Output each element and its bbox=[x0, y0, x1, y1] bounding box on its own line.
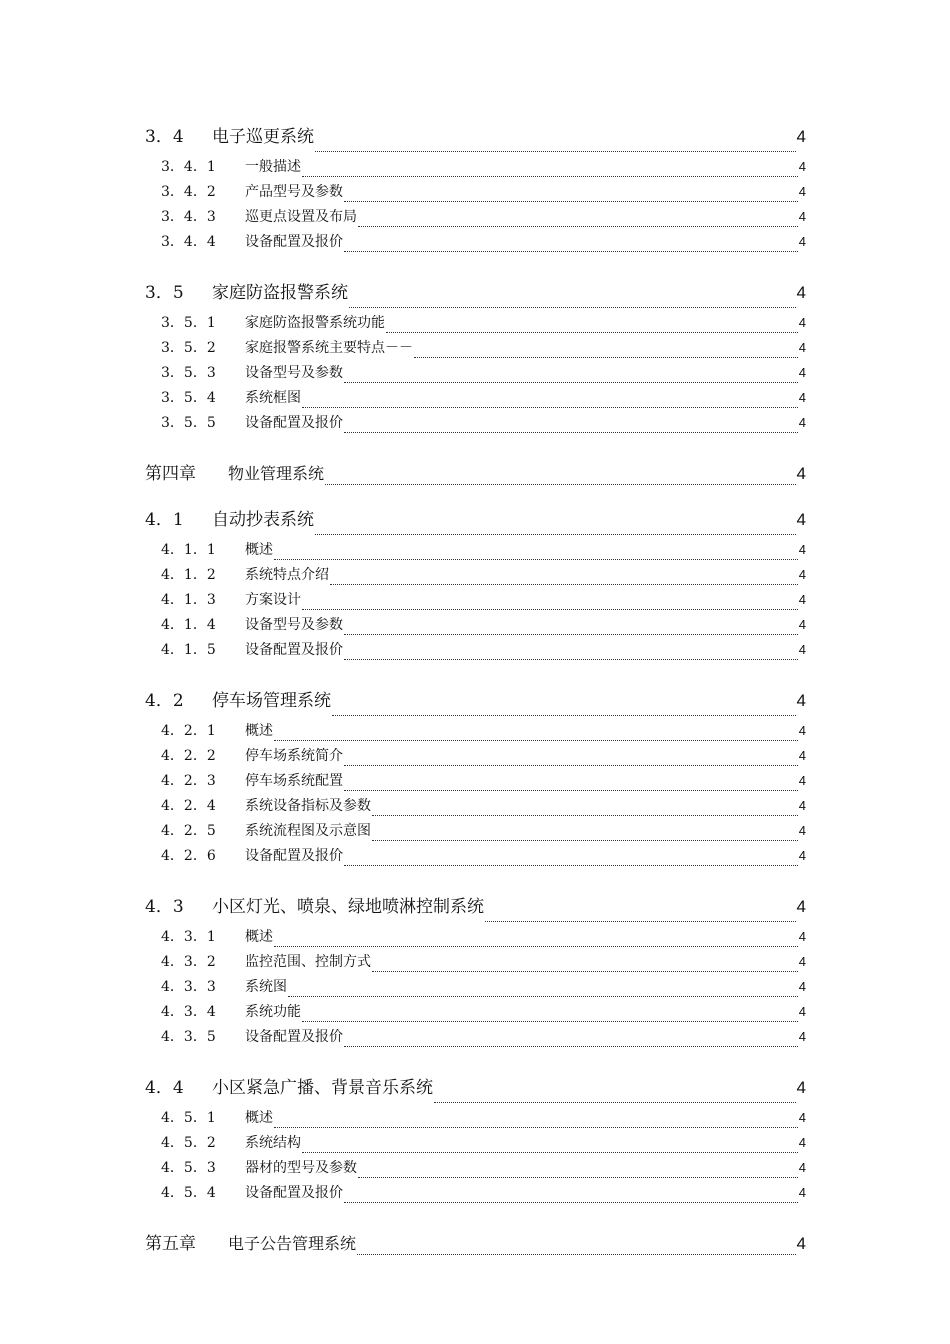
item-number: 4．2．4 bbox=[161, 798, 216, 814]
dot-leader bbox=[386, 331, 798, 333]
item-title: 设备配置及报价 bbox=[245, 642, 343, 658]
item-number: 4．2．2 bbox=[161, 748, 216, 764]
dot-leader bbox=[302, 1151, 798, 1153]
page-number: 4 bbox=[796, 691, 806, 710]
page-number: 4 bbox=[798, 592, 806, 607]
dot-leader bbox=[274, 945, 798, 947]
item-number: 3．4．4 bbox=[161, 234, 216, 250]
dot-leader bbox=[288, 995, 798, 997]
section-number: 4．4 bbox=[145, 1078, 184, 1098]
toc-item-4-3-4[interactable] bbox=[145, 1001, 806, 1026]
page-number: 4 bbox=[796, 1078, 806, 1097]
dot-leader bbox=[302, 406, 798, 408]
toc-item-4-2-6[interactable] bbox=[145, 845, 806, 870]
toc-item-4-5-1[interactable] bbox=[145, 1107, 806, 1132]
toc-section-4-3[interactable] bbox=[145, 890, 806, 926]
spacer bbox=[145, 1051, 806, 1071]
page-number: 4 bbox=[798, 929, 806, 944]
toc-item-4-5-3[interactable] bbox=[145, 1157, 806, 1182]
item-number: 3．5．1 bbox=[161, 315, 216, 331]
item-title: 设备配置及报价 bbox=[245, 415, 343, 431]
item-number: 4．3．1 bbox=[161, 929, 216, 945]
item-title: 器材的型号及参数 bbox=[245, 1160, 357, 1176]
page-number: 4 bbox=[798, 315, 806, 330]
toc-item-4-2-1[interactable] bbox=[145, 720, 806, 745]
item-title: 系统设备指标及参数 bbox=[245, 798, 371, 814]
dot-leader bbox=[315, 533, 796, 535]
toc-section-4-2[interactable] bbox=[145, 684, 806, 720]
dot-leader bbox=[325, 483, 796, 485]
spacer bbox=[145, 1207, 806, 1229]
item-number: 4．2．1 bbox=[161, 723, 216, 739]
dot-leader bbox=[357, 1253, 796, 1255]
section-title: 停车场管理系统 bbox=[212, 691, 331, 711]
item-number: 4．3．5 bbox=[161, 1029, 216, 1045]
toc-item-4-3-5[interactable] bbox=[145, 1026, 806, 1051]
toc-item-3-4-1[interactable] bbox=[145, 156, 806, 181]
toc-item-4-3-3[interactable] bbox=[145, 976, 806, 1001]
toc-section-4-1[interactable] bbox=[145, 503, 806, 539]
page-number: 4 bbox=[798, 979, 806, 994]
toc-item-4-2-5[interactable] bbox=[145, 820, 806, 845]
toc-item-3-4-4[interactable] bbox=[145, 231, 806, 256]
item-number: 4．5．2 bbox=[161, 1135, 216, 1151]
item-number: 4．1．2 bbox=[161, 567, 216, 583]
section-number: 3．4 bbox=[145, 127, 184, 147]
chapter-number: 第五章 bbox=[145, 1234, 196, 1254]
chapter-number: 第四章 bbox=[145, 464, 196, 484]
toc-section-4-4[interactable] bbox=[145, 1071, 806, 1107]
item-title: 系统流程图及示意图 bbox=[245, 823, 371, 839]
toc-item-4-1-3[interactable] bbox=[145, 589, 806, 614]
toc-item-4-3-2[interactable] bbox=[145, 951, 806, 976]
spacer bbox=[145, 489, 806, 503]
dot-leader bbox=[344, 1045, 798, 1047]
dot-leader bbox=[344, 633, 798, 635]
page-number: 4 bbox=[796, 510, 806, 529]
dot-leader bbox=[344, 250, 798, 252]
item-title: 概述 bbox=[245, 1110, 273, 1126]
item-number: 4．1．4 bbox=[161, 617, 216, 633]
dot-leader bbox=[344, 764, 798, 766]
section-number: 4．1 bbox=[145, 510, 184, 530]
dot-leader bbox=[372, 839, 798, 841]
dot-leader bbox=[434, 1101, 796, 1103]
dot-leader bbox=[344, 864, 798, 866]
dot-leader bbox=[344, 1201, 798, 1203]
toc-item-3-5-2[interactable] bbox=[145, 337, 806, 362]
chapter-title: 物业管理系统 bbox=[228, 464, 325, 483]
toc-chapter-5[interactable] bbox=[145, 1229, 806, 1259]
dot-leader bbox=[344, 658, 798, 660]
toc-item-3-5-3[interactable] bbox=[145, 362, 806, 387]
page-number: 4 bbox=[798, 365, 806, 380]
item-number: 4．2．3 bbox=[161, 773, 216, 789]
page-number: 4 bbox=[798, 390, 806, 405]
toc-item-4-1-2[interactable] bbox=[145, 564, 806, 589]
item-number: 4．1．3 bbox=[161, 592, 216, 608]
page-number: 4 bbox=[798, 1029, 806, 1044]
page-number: 4 bbox=[796, 897, 806, 916]
page-number: 4 bbox=[798, 798, 806, 813]
item-number: 4．5．1 bbox=[161, 1110, 216, 1126]
page-number: 4 bbox=[798, 748, 806, 763]
dot-leader bbox=[485, 920, 796, 922]
page-number: 4 bbox=[796, 127, 806, 146]
page-number: 4 bbox=[798, 773, 806, 788]
page-number: 4 bbox=[798, 184, 806, 199]
page-number: 4 bbox=[798, 1185, 806, 1200]
toc-item-4-2-3[interactable] bbox=[145, 770, 806, 795]
item-number: 4．1．1 bbox=[161, 542, 216, 558]
toc-item-3-5-5[interactable] bbox=[145, 412, 806, 437]
item-title: 概述 bbox=[245, 929, 273, 945]
section-number: 3．5 bbox=[145, 283, 184, 303]
page-number: 4 bbox=[798, 723, 806, 738]
toc-item-3-5-4[interactable] bbox=[145, 387, 806, 412]
item-title: 家庭防盗报警系统功能 bbox=[245, 315, 385, 331]
dot-leader bbox=[344, 789, 798, 791]
toc-item-4-1-4[interactable] bbox=[145, 614, 806, 639]
dot-leader bbox=[344, 381, 798, 383]
toc-item-3-4-3[interactable] bbox=[145, 206, 806, 231]
spacer bbox=[145, 256, 806, 276]
dot-leader bbox=[344, 200, 798, 202]
dot-leader bbox=[349, 306, 796, 308]
toc-item-4-2-4[interactable] bbox=[145, 795, 806, 820]
page-number: 4 bbox=[798, 209, 806, 224]
item-number: 3．4．2 bbox=[161, 184, 216, 200]
item-number: 3．4．1 bbox=[161, 159, 216, 175]
item-number: 4．3．3 bbox=[161, 979, 216, 995]
item-title: 停车场系统简介 bbox=[245, 748, 343, 764]
item-title: 监控范围、控制方式 bbox=[245, 954, 371, 970]
dot-leader bbox=[302, 608, 798, 610]
toc-item-4-5-4[interactable] bbox=[145, 1182, 806, 1207]
dot-leader bbox=[358, 1176, 798, 1178]
table-of-contents bbox=[145, 120, 806, 1259]
dot-leader bbox=[372, 814, 798, 816]
item-title: 系统图 bbox=[245, 979, 287, 995]
item-number: 3．5．2 bbox=[161, 340, 216, 356]
page-number: 4 bbox=[798, 642, 806, 657]
section-title: 电子巡更系统 bbox=[212, 127, 314, 147]
item-number: 4．3．4 bbox=[161, 1004, 216, 1020]
item-number: 4．5．4 bbox=[161, 1185, 216, 1201]
page-number: 4 bbox=[796, 1234, 806, 1253]
toc-chapter-4[interactable] bbox=[145, 459, 806, 489]
dot-leader bbox=[344, 431, 798, 433]
item-title: 巡更点设置及布局 bbox=[245, 209, 357, 225]
page-number: 4 bbox=[796, 283, 806, 302]
toc-item-4-2-2[interactable] bbox=[145, 745, 806, 770]
section-title: 家庭防盗报警系统 bbox=[212, 283, 348, 303]
item-title: 设备配置及报价 bbox=[245, 1185, 343, 1201]
spacer bbox=[145, 664, 806, 684]
spacer bbox=[145, 870, 806, 890]
item-title: 设备配置及报价 bbox=[245, 234, 343, 250]
toc-item-4-3-1[interactable] bbox=[145, 926, 806, 951]
page-number: 4 bbox=[798, 617, 806, 632]
item-title: 系统结构 bbox=[245, 1135, 301, 1151]
page-number: 4 bbox=[796, 464, 806, 483]
item-number: 4．2．6 bbox=[161, 848, 216, 864]
item-number: 3．4．3 bbox=[161, 209, 216, 225]
dot-leader bbox=[274, 739, 798, 741]
dot-leader bbox=[358, 225, 798, 227]
page-number: 4 bbox=[798, 234, 806, 249]
page-number: 4 bbox=[798, 1004, 806, 1019]
item-title: 设备型号及参数 bbox=[245, 365, 343, 381]
dot-leader bbox=[315, 150, 796, 152]
spacer bbox=[145, 437, 806, 459]
page-number: 4 bbox=[798, 1160, 806, 1175]
toc-item-4-1-1[interactable] bbox=[145, 539, 806, 564]
toc-section-3-4[interactable] bbox=[145, 120, 806, 156]
page-number: 4 bbox=[798, 823, 806, 838]
page-number: 4 bbox=[798, 954, 806, 969]
item-title: 概述 bbox=[245, 723, 273, 739]
section-title: 小区紧急广播、背景音乐系统 bbox=[212, 1078, 433, 1098]
item-title: 概述 bbox=[245, 542, 273, 558]
item-title: 设备配置及报价 bbox=[245, 848, 343, 864]
page-number: 4 bbox=[798, 848, 806, 863]
section-number: 4．3 bbox=[145, 897, 184, 917]
page-number: 4 bbox=[798, 1135, 806, 1150]
page-number: 4 bbox=[798, 1110, 806, 1125]
section-title: 自动抄表系统 bbox=[212, 510, 314, 530]
toc-item-4-5-2[interactable] bbox=[145, 1132, 806, 1157]
toc-item-3-4-2[interactable] bbox=[145, 181, 806, 206]
dot-leader bbox=[330, 583, 798, 585]
item-title: 一般描述 bbox=[245, 159, 301, 175]
item-title: 产品型号及参数 bbox=[245, 184, 343, 200]
item-title: 设备型号及参数 bbox=[245, 617, 343, 633]
page-number: 4 bbox=[798, 542, 806, 557]
dot-leader bbox=[372, 970, 798, 972]
section-number: 4．2 bbox=[145, 691, 184, 711]
dot-leader bbox=[274, 1126, 798, 1128]
item-number: 3．5．5 bbox=[161, 415, 216, 431]
dot-leader bbox=[332, 714, 796, 716]
item-number: 4．1．5 bbox=[161, 642, 216, 658]
toc-section-3-5[interactable] bbox=[145, 276, 806, 312]
page-number: 4 bbox=[798, 159, 806, 174]
item-title: 方案设计 bbox=[245, 592, 301, 608]
page-number: 4 bbox=[798, 415, 806, 430]
item-title: 系统功能 bbox=[245, 1004, 301, 1020]
item-number: 3．5．3 bbox=[161, 365, 216, 381]
dot-leader bbox=[302, 1020, 798, 1022]
section-title: 小区灯光、喷泉、绿地喷淋控制系统 bbox=[212, 897, 484, 917]
item-title: 系统框图 bbox=[245, 390, 301, 406]
dot-leader bbox=[302, 175, 798, 177]
chapter-title: 电子公告管理系统 bbox=[228, 1234, 357, 1253]
toc-item-3-5-1[interactable] bbox=[145, 312, 806, 337]
item-number: 4．2．5 bbox=[161, 823, 216, 839]
dot-leader bbox=[414, 356, 798, 358]
item-number: 4．3．2 bbox=[161, 954, 216, 970]
item-title: 设备配置及报价 bbox=[245, 1029, 343, 1045]
page-number: 4 bbox=[798, 340, 806, 355]
toc-item-4-1-5[interactable] bbox=[145, 639, 806, 664]
item-number: 4．5．3 bbox=[161, 1160, 216, 1176]
page-number: 4 bbox=[798, 567, 806, 582]
item-title: 系统特点介绍 bbox=[245, 567, 329, 583]
item-number: 3．5．4 bbox=[161, 390, 216, 406]
item-title: 家庭报警系统主要特点－－ bbox=[245, 340, 413, 356]
item-title: 停车场系统配置 bbox=[245, 773, 343, 789]
dot-leader bbox=[274, 558, 798, 560]
